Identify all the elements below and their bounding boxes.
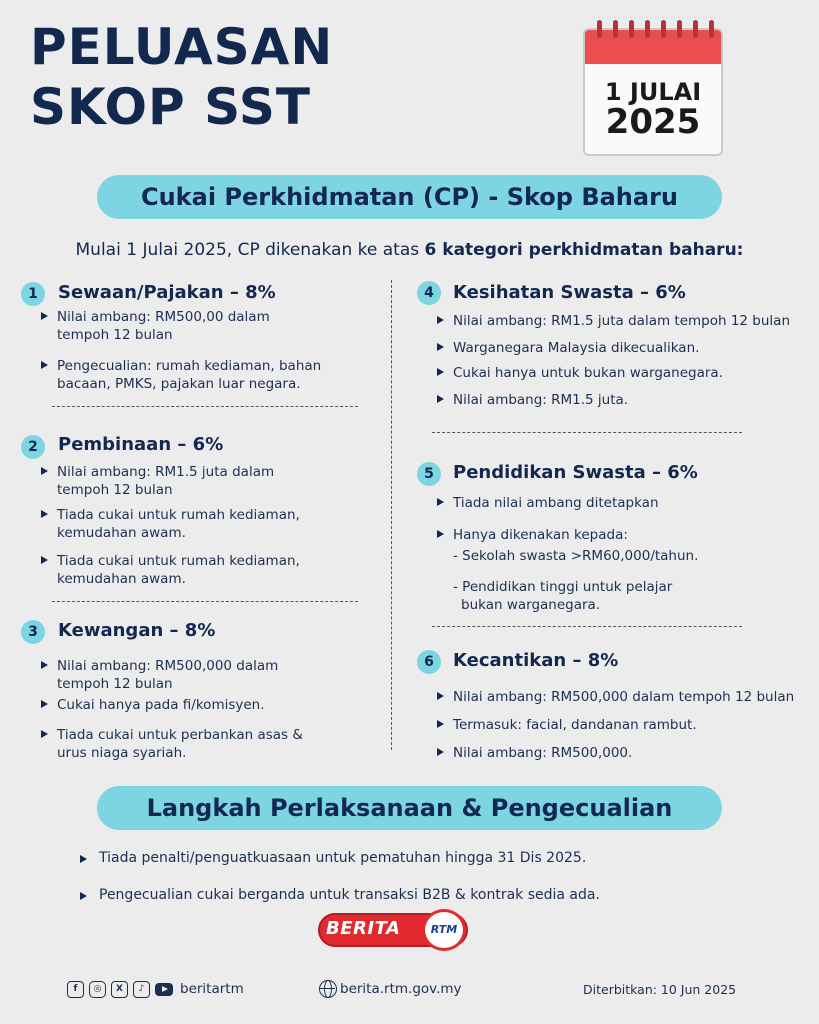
bullet-triangle-icon [437, 692, 444, 700]
sub-item-text: - Pendidikan tinggi untuk pelajar [453, 579, 673, 595]
tiktok-icon[interactable]: ♪ [133, 981, 150, 998]
sub-item-text: - Sekolah swasta >RM60,000/tahun. [453, 548, 699, 564]
bullet-triangle-icon [41, 700, 48, 708]
bullet-triangle-icon [437, 316, 444, 324]
x-icon[interactable]: X [111, 981, 128, 998]
website-link[interactable]: berita.rtm.gov.my [340, 981, 462, 997]
intro-text: Mulai 1 Julai 2025, CP dikenakan ke atas 6 kategori perkhidmatan baharu: [75, 240, 744, 260]
section-title: Kecantikan – 8% [453, 650, 619, 671]
bullet-text: Hanya dikenakan kepada: [453, 527, 628, 543]
section-divider [432, 626, 742, 627]
bullet-triangle-icon [437, 368, 444, 376]
calendar-day: 1 JULAI [604, 78, 702, 106]
bullet-triangle-icon [437, 395, 444, 403]
bullet-triangle-icon [41, 361, 48, 369]
section-divider [52, 601, 358, 602]
bullet-triangle-icon [437, 748, 444, 756]
bullet-triangle-icon [41, 661, 48, 669]
bullet-triangle-icon [80, 855, 87, 863]
section-number: 4 [417, 281, 441, 305]
logo-text: BERITA [326, 918, 401, 939]
bullet-triangle-icon [41, 467, 48, 475]
bullet-text: Nilai ambang: RM500,000 dalam tempoh 12 bulan [57, 658, 279, 692]
title-line-1: PELUASAN [30, 18, 334, 76]
section-title: Pembinaan – 6% [58, 434, 224, 455]
rtm-badge: RTM [422, 909, 466, 951]
bullet-triangle-icon [80, 892, 87, 900]
section-number: 5 [417, 462, 441, 486]
bullet-triangle-icon [41, 730, 48, 738]
bullet-triangle-icon [41, 312, 48, 320]
bullet-text: Nilai ambang: RM500,000 dalam tempoh 12 bulan [453, 689, 795, 705]
section-number: 6 [417, 650, 441, 674]
youtube-icon[interactable] [155, 983, 173, 996]
bullet-text: Nilai ambang: RM1.5 juta. [453, 392, 629, 408]
section-number: 3 [21, 620, 45, 644]
bullet-text: Nilai ambang: RM1.5 juta dalam tempoh 12 bulan [453, 313, 791, 329]
calendar-year: 2025 [605, 102, 701, 142]
globe-icon [319, 980, 337, 998]
bullet-text: Termasuk: facial, dandanan rambut. [453, 717, 697, 733]
services-banner: Cukai Perkhidmatan (CP) - Skop Baharu [97, 175, 722, 219]
bullet-triangle-icon [41, 556, 48, 564]
bullet-text: Tiada nilai ambang ditetapkan [453, 495, 659, 511]
section-title: Kewangan – 8% [58, 620, 216, 641]
facebook-icon[interactable]: f [67, 981, 84, 998]
bullet-text: Warganegara Malaysia dikecualikan. [453, 340, 700, 356]
step-text: Pengecualian cukai berganda untuk transaksi B2B & kontrak sedia ada. [99, 887, 600, 903]
bullet-text: Nilai ambang: RM1.5 juta dalam tempoh 12 bulan [57, 464, 275, 498]
bullet-text: Tiada cukai untuk perbankan asas & urus niaga syariah. [57, 727, 303, 761]
bullet-text: Cukai hanya untuk bukan warganegara. [453, 365, 723, 381]
section-divider [432, 432, 742, 433]
bullet-triangle-icon [437, 498, 444, 506]
berita-rtm-logo [318, 909, 470, 951]
instagram-icon[interactable]: ◎ [89, 981, 106, 998]
section-title: Sewaan/Pajakan – 8% [58, 282, 276, 303]
bullet-text: Tiada cukai untuk rumah kediaman, kemudahan awam. [57, 553, 300, 587]
bullet-triangle-icon [41, 510, 48, 518]
bullet-text: Tiada cukai untuk rumah kediaman, kemudahan awam. [57, 507, 300, 541]
bullet-triangle-icon [437, 343, 444, 351]
bullet-text: Cukai hanya pada fi/komisyen. [57, 697, 265, 713]
bullet-text: Nilai ambang: RM500,000. [453, 745, 633, 761]
calendar-icon [583, 28, 723, 156]
section-number: 2 [21, 435, 45, 459]
step-text: Tiada penalti/penguatkuasaan untuk pematuhan hingga 31 Dis 2025. [99, 850, 587, 866]
section-divider [52, 406, 358, 407]
implementation-banner: Langkah Perlaksanaan & Pengecualian [97, 786, 722, 830]
section-number: 1 [21, 282, 45, 306]
published-date: Diterbitkan: 10 Jun 2025 [583, 982, 737, 997]
sub-item-text: bukan warganegara. [461, 597, 601, 613]
social-handle[interactable]: beritartm [180, 981, 244, 997]
bullet-triangle-icon [437, 720, 444, 728]
section-title: Pendidikan Swasta – 6% [453, 462, 698, 483]
column-divider [391, 280, 392, 750]
bullet-text: Nilai ambang: RM500,00 dalam tempoh 12 bulan [57, 309, 270, 343]
section-title: Kesihatan Swasta – 6% [453, 282, 686, 303]
bullet-text: Pengecualian: rumah kediaman, bahan bacaan, PMKS, pajakan luar negara. [57, 358, 322, 392]
title-line-2: SKOP SST [30, 78, 311, 136]
bullet-triangle-icon [437, 530, 444, 538]
